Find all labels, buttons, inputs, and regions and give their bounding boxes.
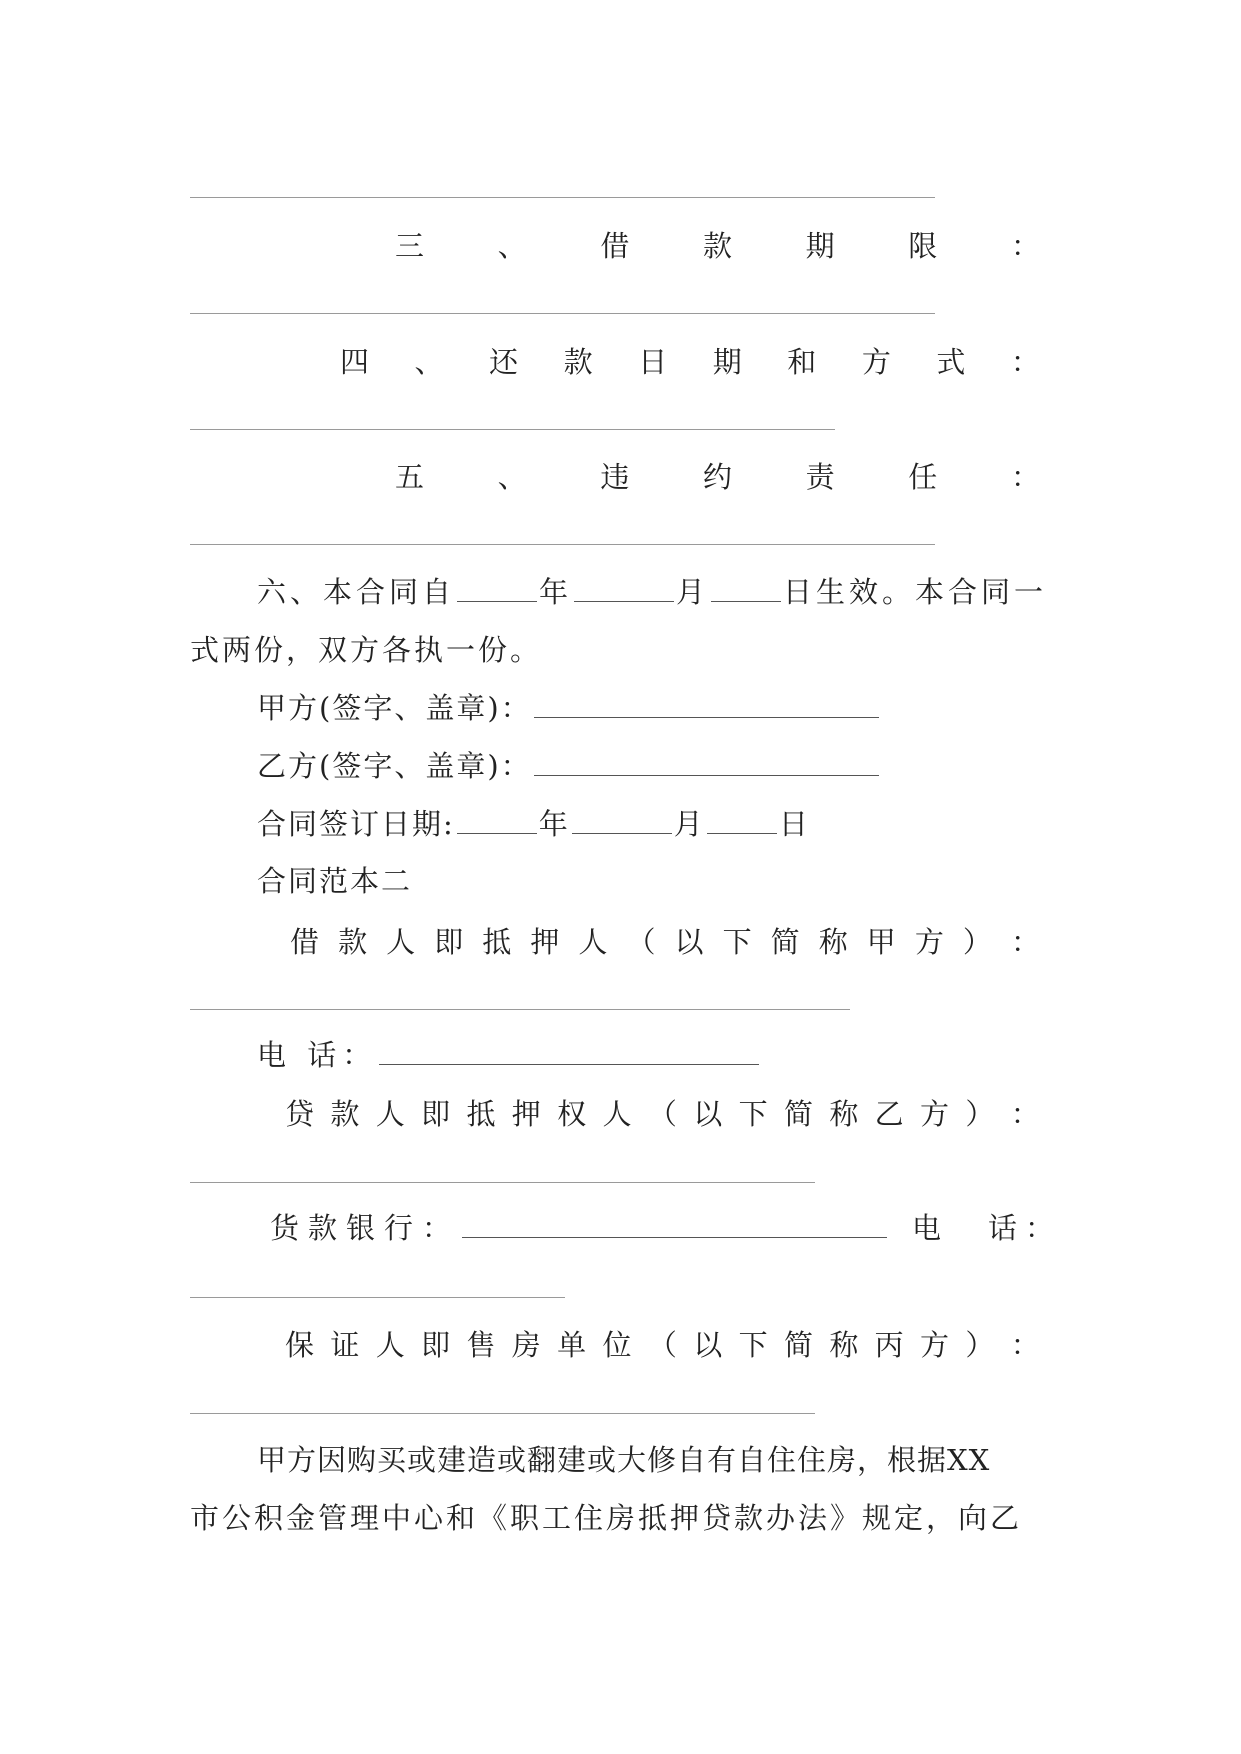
fill-line [190,429,835,430]
fill-line [190,544,935,545]
char: 责 [805,459,835,494]
section-loan-term [190,224,1040,264]
char: ： [1010,344,1040,379]
char: 四 [340,344,370,379]
char: 还 [489,344,519,379]
blank-day [711,600,781,602]
party-b-signature: 乙方(签字、盖章)： [257,748,881,784]
blank-year [457,600,537,602]
fill-line [190,1297,565,1298]
char: 期 [805,228,835,263]
fill-line [190,1182,815,1183]
char: 方 [861,344,891,379]
char: 式 [936,344,966,379]
char: 违 [600,459,630,494]
blank-day [707,832,777,834]
fill-line [190,313,935,314]
char: 和 [787,344,817,379]
guarantor-line: 保 证 人 即 售 房 单 位 （ 以 下 简 称 丙 方 ） ： [285,1327,1040,1362]
char: 任 [908,459,938,494]
char: 五 [395,459,425,494]
template-2-title: 合同范本二 [257,864,413,898]
char: 日 [638,344,668,379]
section-breach [190,455,1040,495]
char: 、 [497,459,527,494]
body-paragraph-line-2: 市公积金管理中心和《职工住房抵押贷款办法》规定，向乙 [190,1501,1023,1535]
char: 约 [702,459,732,494]
char: ： [1010,459,1040,494]
char: 借 [600,228,630,263]
bank-blank [462,1236,887,1238]
party-a-signature: 甲方(签字、盖章)： [257,690,881,726]
char: 款 [702,228,732,263]
phone-blank [379,1063,759,1065]
body-paragraph-line-1: 甲方因购买或建造或翻建或大修自有自住住房，根据XX [257,1443,991,1477]
signature-line [534,774,879,776]
char: 款 [563,344,593,379]
char: ： [1010,228,1040,263]
effective-clause-cont: 式两份，双方各执一份。 [190,633,543,667]
blank-year [457,832,537,834]
fill-line [190,1009,850,1010]
effective-clause: 六、本合同自 年 月 日生效。本合同一 [257,575,1048,609]
char: 期 [712,344,742,379]
char: 三 [395,228,425,263]
bank-line: 货款银行： 电 话： [270,1211,1063,1245]
blank-month [572,832,672,834]
char: 限 [908,228,938,263]
char: 、 [497,228,527,263]
char: 、 [414,344,444,379]
fill-line [190,1413,815,1414]
phone-line: 电 话： [257,1037,761,1073]
fill-line [190,197,935,198]
blank-month [574,600,674,602]
sign-date: 合同签订日期: 年 月 日 [257,807,810,841]
section-repayment [190,340,1040,380]
lender-line: 贷 款 人 即 抵 押 权 人 （ 以 下 简 称 乙 方 ） ： [285,1096,1040,1131]
borrower-line: 借 款 人 即 抵 押 人 （ 以 下 简 称 甲 方 ） ： [290,924,1040,959]
signature-line [534,716,879,718]
